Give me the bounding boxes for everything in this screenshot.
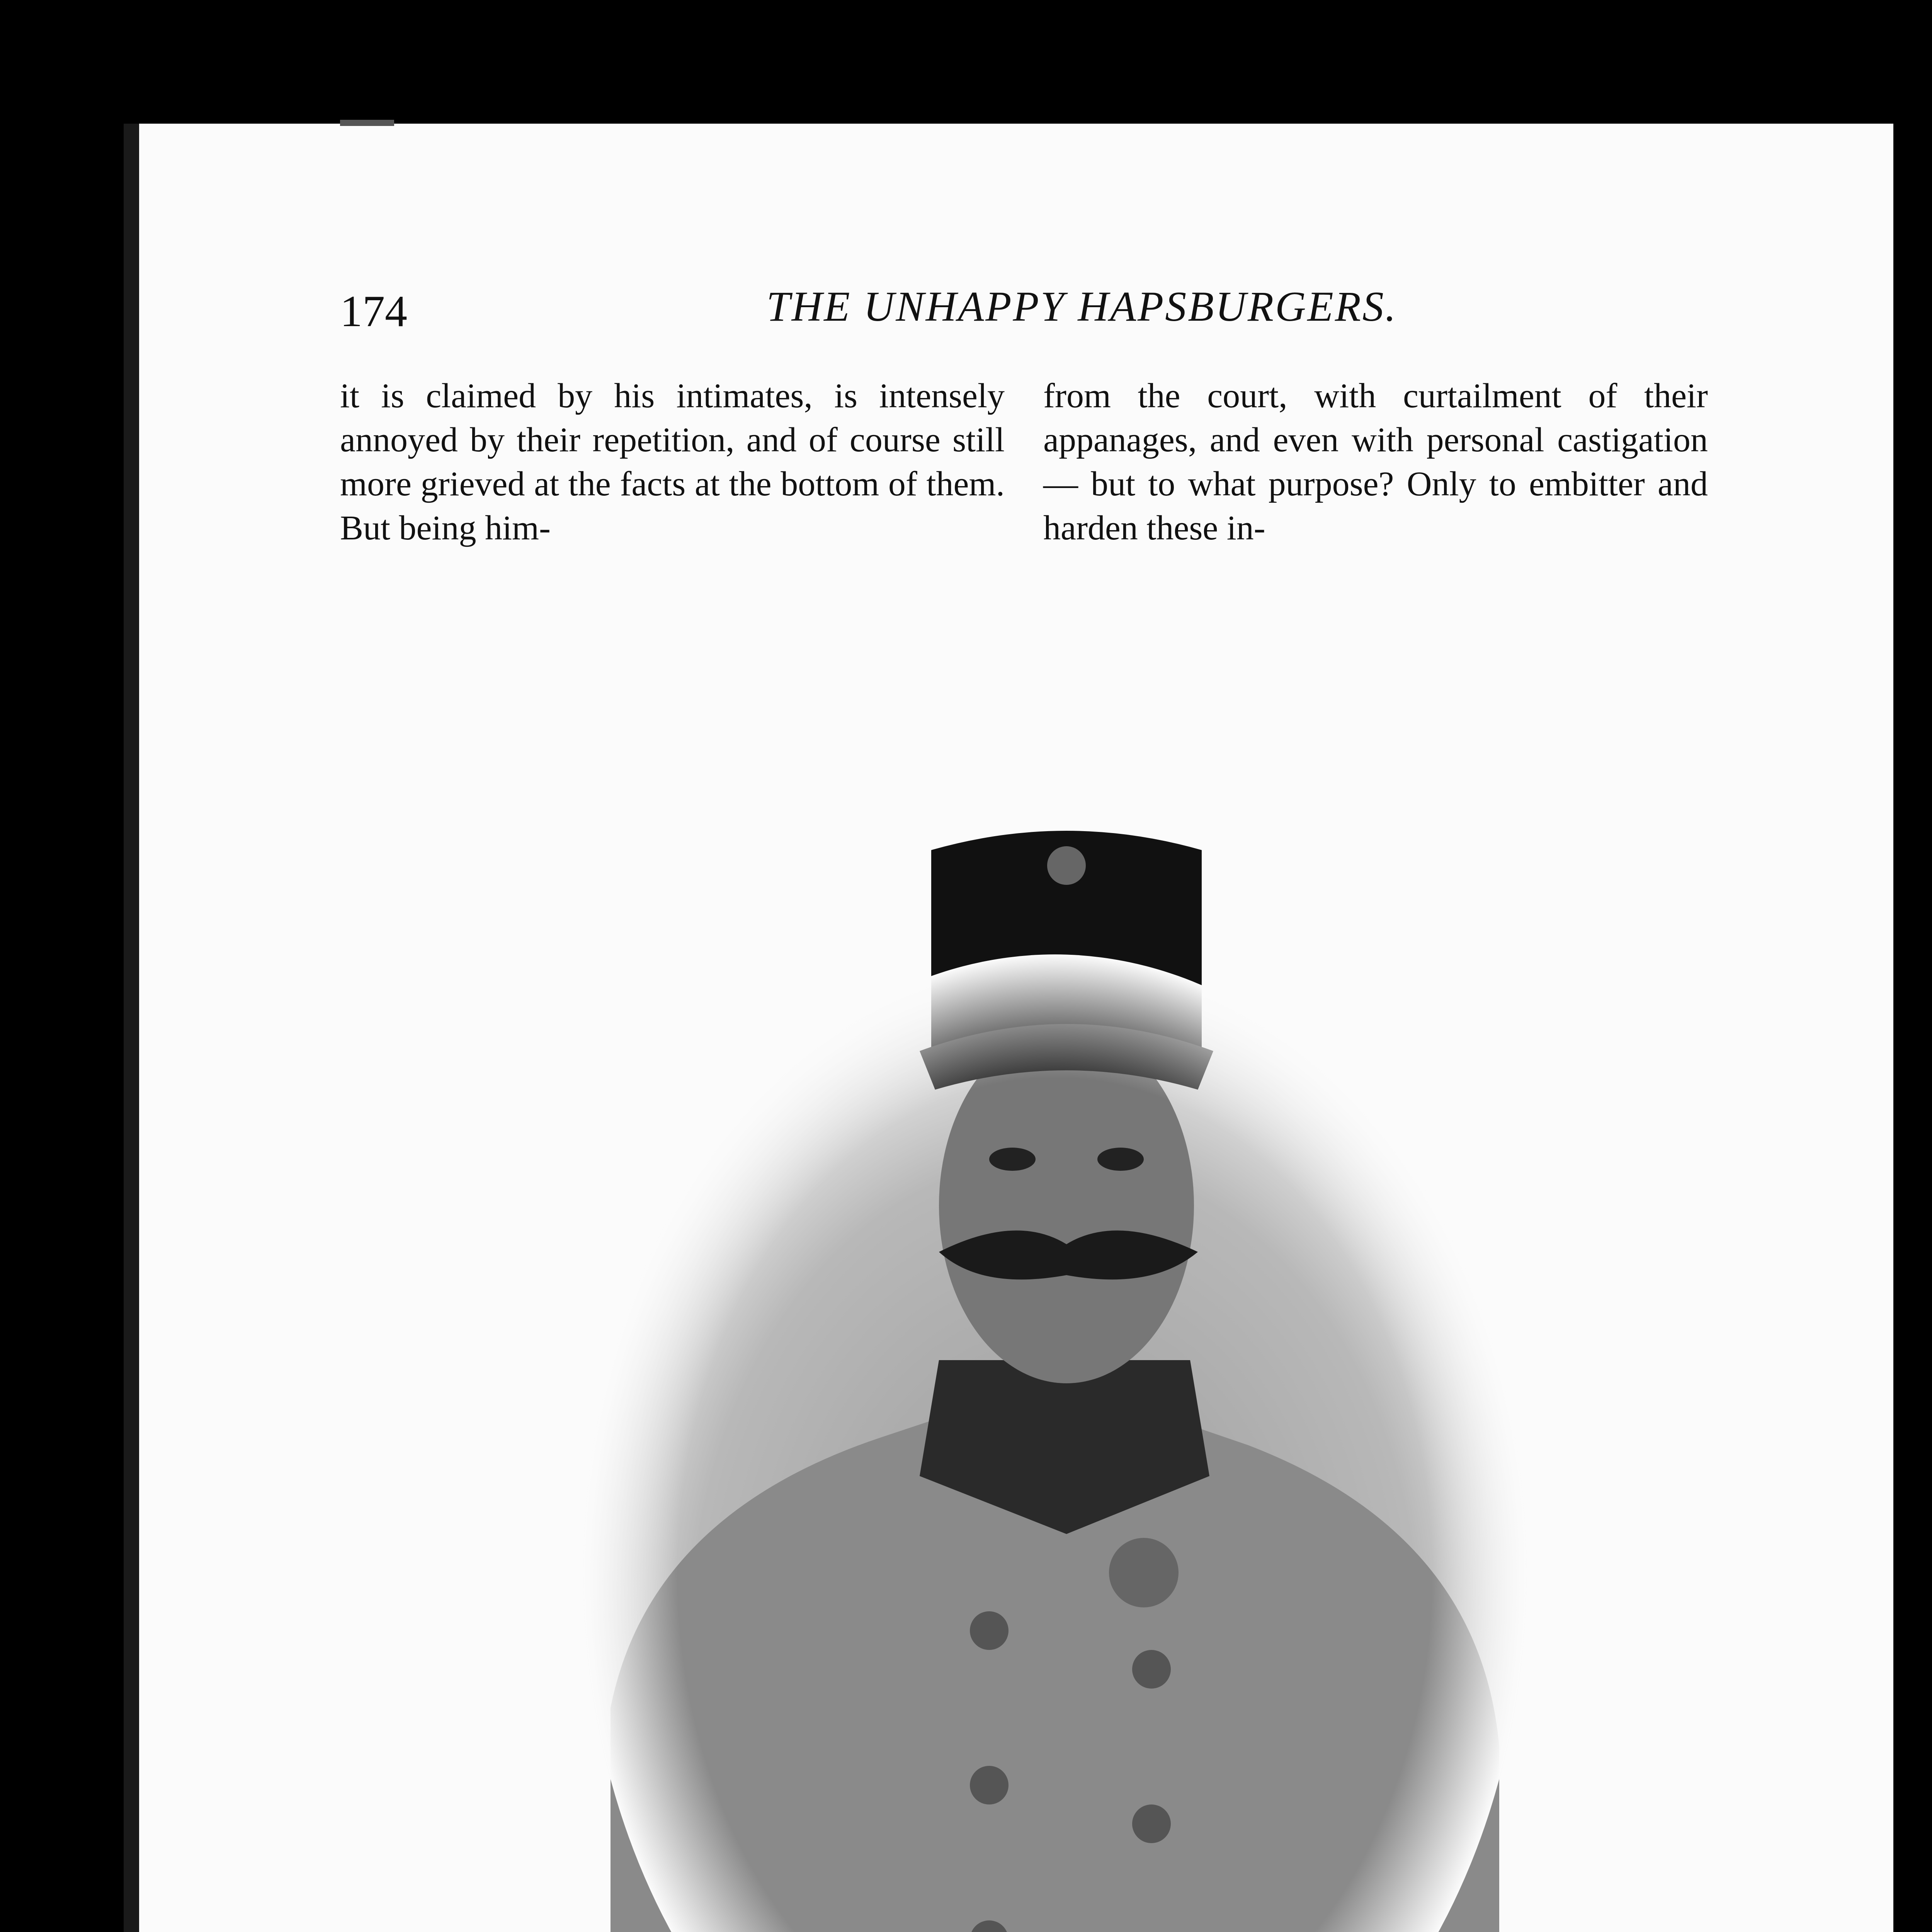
page-header	[340, 282, 1754, 340]
top-right-column	[1043, 374, 1708, 550]
paragraph: it is claimed by his intimates, is intensely annoyed by their repetition, and of course still more grieved at the facts at the bottom of them. But being him-	[340, 377, 1005, 547]
top-left-column	[340, 374, 1005, 550]
portrait-photo-icon	[572, 742, 1538, 1932]
running-head: THE UNHAPPY HAPSBURGERS.	[766, 283, 1398, 330]
scan-mark	[340, 120, 394, 126]
paragraph: from the court, with curtailment of their appanages, and even with personal castigation — but to what purpose? Only to embitter and harden these in-	[1043, 377, 1708, 547]
page-number: 174	[340, 287, 407, 336]
